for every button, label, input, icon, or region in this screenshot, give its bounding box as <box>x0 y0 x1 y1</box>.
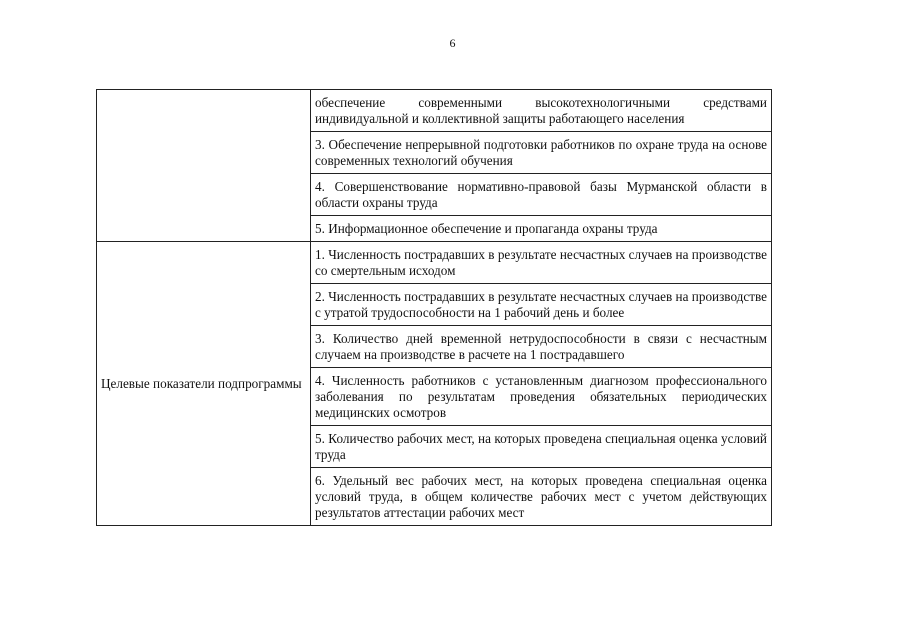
target-indicators-label: Целевые показатели подпрограммы <box>97 242 311 526</box>
table-cell: 4. Численность работников с установленным диагнозом профессионального заболевания по результатам проведения обязательных периодических медицинских осмотров <box>311 368 772 426</box>
table-cell: обеспечение современными высокотехнологичными средствами индивидуальной и коллективной защиты работающего населения <box>311 90 772 132</box>
table-cell: 6. Удельный вес рабочих мест, на которых проведена специальная оценка условий труда, в общем количестве рабочих мест с учетом действующих результатов аттестации рабочих мест <box>311 468 772 526</box>
table-cell: 2. Численность пострадавших в результате несчастных случаев на производстве с утратой трудоспособности на 1 рабочий день и более <box>311 284 772 326</box>
section-label-cell <box>97 90 311 242</box>
table-cell: 5. Информационное обеспечение и пропаганда охраны труда <box>311 216 772 242</box>
table-cell: 3. Обеспечение непрерывной подготовки работников по охране труда на основе современных технологий обучения <box>311 132 772 174</box>
subprogram-table <box>96 89 772 526</box>
table-row <box>97 90 772 132</box>
page-number: 6 <box>449 36 456 50</box>
table-cell: 1. Численность пострадавших в результате несчастных случаев на производстве со смертельным исходом <box>311 242 772 284</box>
table-cell: 3. Количество дней временной нетрудоспособности в связи с несчастным случаем на производстве в расчете на 1 пострадавшего <box>311 326 772 368</box>
table-cell: 5. Количество рабочих мест, на которых проведена специальная оценка условий труда <box>311 426 772 468</box>
table-cell: 4. Совершенствование нормативно-правовой базы Мурманской области в области охраны труда <box>311 174 772 216</box>
table-row <box>97 242 772 284</box>
